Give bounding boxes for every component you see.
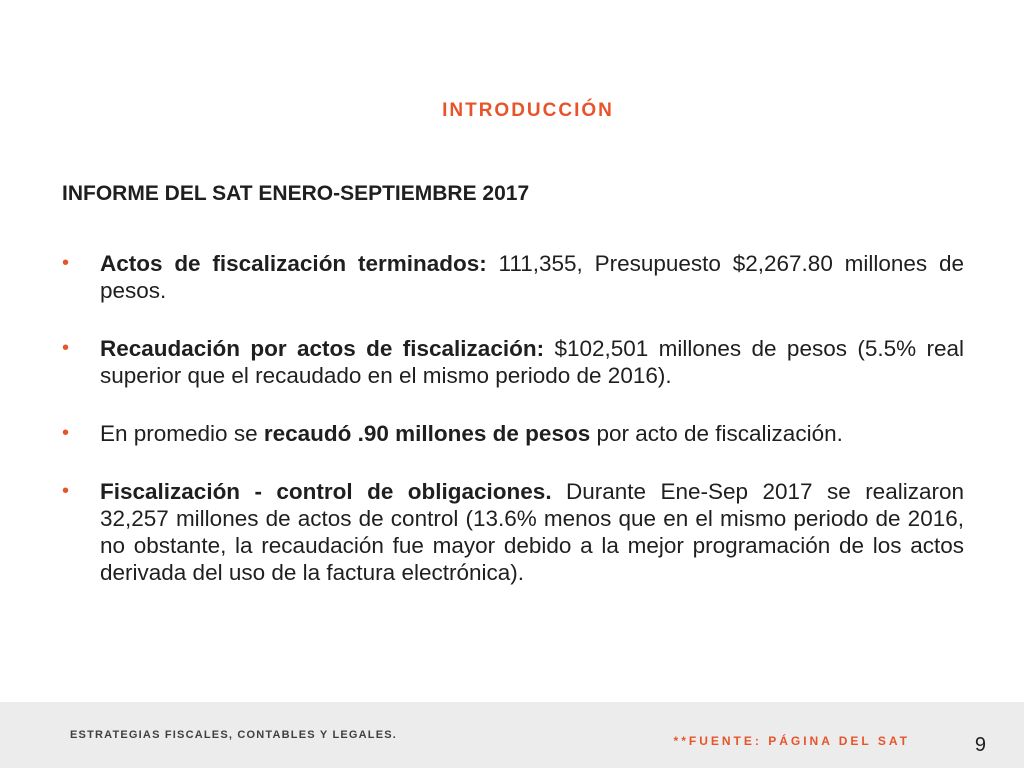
footer-band xyxy=(0,702,1024,768)
bullet-bold-text: Actos de fiscalización terminados: xyxy=(100,251,487,276)
bullet-bold-text: Fiscalización - control de obligaciones. xyxy=(100,479,552,504)
bullet-text: Durante Ene-Sep 2017 se realizaron 32,257 millones de actos de control (13.6% menos que en el mismo periodo de 2016, no obstante, la recaudación fue mayor debido a la mejor programación de los actos derivada del uso de la factura electrónica). xyxy=(100,479,964,585)
page-number: 9 xyxy=(974,734,986,756)
bullet-item-control xyxy=(62,478,964,586)
bullet-icon: • xyxy=(62,337,70,359)
bullet-text-prefix: En promedio se xyxy=(100,421,264,446)
bullet-text: 111,355, Presupuesto $2,267.80 millones de pesos. xyxy=(100,251,964,303)
bullet-item-promedio xyxy=(62,420,964,447)
bullet-list xyxy=(62,250,964,617)
bullet-bold-text: Recaudación por actos de fiscalización: xyxy=(100,336,545,361)
footer-company-name: ESTRATEGIAS FISCALES, CONTABLES Y LEGALES. xyxy=(70,729,398,741)
footer-source-note: **FUENTE: PÁGINA DEL SAT xyxy=(673,734,910,748)
section-title: INTRODUCCIÓN xyxy=(442,100,614,121)
report-heading: INFORME DEL SAT ENERO-SEPTIEMBRE 2017 xyxy=(62,182,530,205)
bullet-icon: • xyxy=(62,480,70,502)
bullet-item-actos xyxy=(62,250,964,304)
bullet-item-recaudacion xyxy=(62,335,964,389)
bullet-icon: • xyxy=(62,422,70,444)
bullet-icon: • xyxy=(62,252,70,274)
bullet-text: $102,501 millones de pesos (5.5% real superior que el recaudado en el mismo periodo de 2016). xyxy=(100,336,964,388)
bullet-bold-text: recaudó .90 millones de pesos xyxy=(263,421,591,446)
bullet-text: por acto de fiscalización. xyxy=(590,421,843,446)
